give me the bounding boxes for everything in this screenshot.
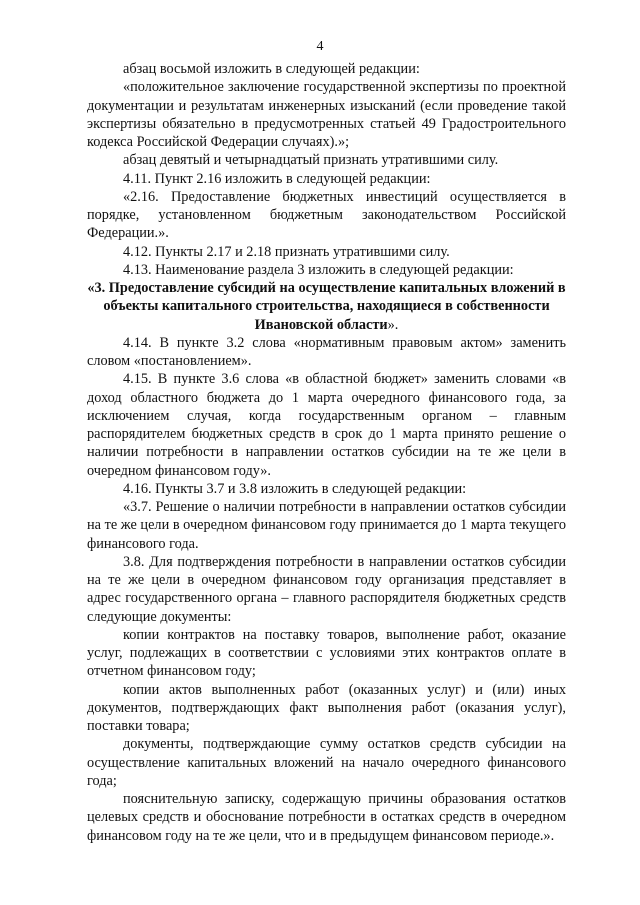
section-heading-tail: ». <box>387 316 399 333</box>
paragraph: 4.11. Пункт 2.16 изложить в следующей редакции: <box>123 170 431 187</box>
paragraph: 4.13. Наименование раздела 3 изложить в следующей редакции: <box>123 261 514 278</box>
paragraph: документы, подтверждающие сумму остатков средств субсидии на осуществление капитальных вложений на начало очередного финансового года; <box>87 736 566 789</box>
section-heading <box>87 279 566 334</box>
paragraph: 4.12. Пункты 2.17 и 2.18 признать утратившими силу. <box>123 243 450 260</box>
paragraph: «2.16. Предоставление бюджетных инвестиций осуществляется в порядке, установленном бюджетным законодательством Российской Федерации.». <box>87 188 566 242</box>
paragraph: абзац восьмой изложить в следующей редакции: <box>123 61 420 77</box>
paragraph: абзац девятый и четырнадцатый признать утратившими силу. <box>123 152 499 169</box>
section-heading-text: «3. Предоставление субсидий на осуществление капитальных вложений в объекты капитального строительства, находящиеся в собственности Ивановской области <box>87 280 566 333</box>
paragraph: пояснительную записку, содержащую причины образования остатков целевых средств и обоснование потребности в остатках средств в очередном финансовом году на те же цели, что и в предыдущем финансовом периоде.». <box>87 791 566 844</box>
paragraph: «3.7. Решение о наличии потребности в направлении остатков субсидии на те же цели в очередном финансовом году принимается до 1 марта текущего финансового года. <box>87 499 566 552</box>
document-body <box>87 60 566 845</box>
paragraph: 4.16. Пункты 3.7 и 3.8 изложить в следующей редакции: <box>123 480 467 497</box>
paragraph: «положительное заключение государственной экспертизы по проектной документации и результатам инженерных изысканий (если проведение такой экспертизы обязательно в предусмотренных статьей 49 Градостроительного кодекса Российской Федерации случаях).»; <box>87 79 566 150</box>
paragraph: копии контрактов на поставку товаров, выполнение работ, оказание услуг, подлежащих в соответствии с условиями этих контрактов оплате в отчетном финансовом году; <box>87 626 566 680</box>
paragraph: 4.15. В пункте 3.6 слова «в областной бюджет» заменить словами «в доход областного бюджета до 1 марта очередного финансового года, за исключением случая, когда государственным органом – главным распорядителем бюджетных средств в срок до 1 марта принято решение о наличии потребности в направлении остатков субсидии на те же цели в очередном финансовом году». <box>87 371 566 479</box>
paragraph: копии актов выполненных работ (оказанных услуг) и (или) иных документов, подтверждающих факт выполнения работ (оказания услуг), поставки товара; <box>87 681 566 734</box>
page-number: 4 <box>316 39 324 54</box>
paragraph: 3.8. Для подтверждения потребности в направлении остатков субсидии на те же цели в очередном финансовом году организация представляет в адрес государственного органа – главного распорядителя бюджетных средств следующие документы: <box>87 553 566 625</box>
paragraph: 4.14. В пункте 3.2 слова «нормативным правовым актом» заменить словом «постановлением». <box>87 334 566 369</box>
